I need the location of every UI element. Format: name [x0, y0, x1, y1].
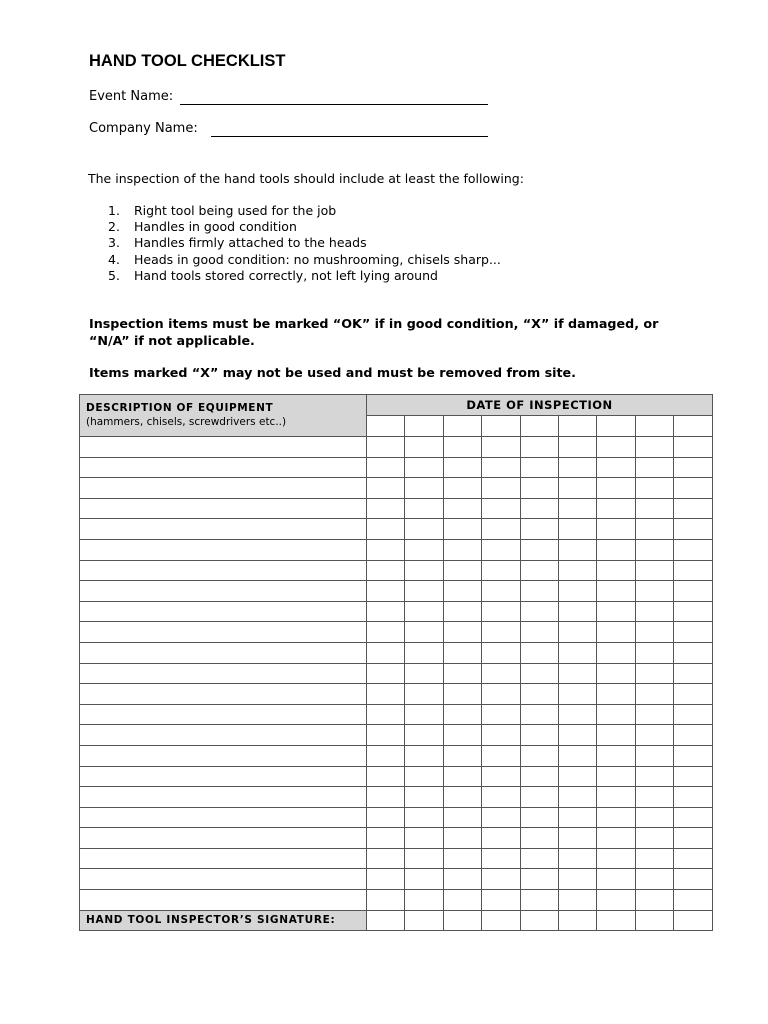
- table-row: [80, 581, 713, 602]
- inspection-status-cell[interactable]: [443, 519, 481, 540]
- table-row: [80, 787, 713, 808]
- inspection-status-cell[interactable]: [367, 478, 405, 499]
- inspection-status-cell[interactable]: [367, 828, 405, 849]
- inspection-status-cell[interactable]: [674, 581, 713, 602]
- inspection-status-cell[interactable]: [367, 457, 405, 478]
- inspection-status-cell[interactable]: [405, 519, 443, 540]
- inspection-status-cell[interactable]: [443, 869, 481, 890]
- inspection-status-cell[interactable]: [443, 725, 481, 746]
- inspection-status-cell[interactable]: [635, 869, 673, 890]
- inspection-status-cell[interactable]: [635, 478, 673, 499]
- inspection-status-cell[interactable]: [405, 498, 443, 519]
- inspection-status-cell[interactable]: [558, 560, 596, 581]
- table-row: [80, 622, 713, 643]
- inspection-status-cell[interactable]: [674, 787, 713, 808]
- inspection-status-cell[interactable]: [597, 642, 635, 663]
- inspection-status-cell[interactable]: [443, 745, 481, 766]
- inspection-status-cell[interactable]: [367, 725, 405, 746]
- inspection-status-cell[interactable]: [558, 745, 596, 766]
- inspection-status-cell[interactable]: [635, 437, 673, 458]
- inspection-status-cell[interactable]: [674, 560, 713, 581]
- inspection-status-cell[interactable]: [482, 848, 520, 869]
- inspection-status-cell[interactable]: [443, 766, 481, 787]
- date-of-inspection-header: DATE OF INSPECTION: [367, 395, 713, 416]
- inspection-status-cell[interactable]: [558, 704, 596, 725]
- inspection-status-cell[interactable]: [520, 601, 558, 622]
- inspection-status-cell[interactable]: [405, 848, 443, 869]
- equipment-description-cell[interactable]: [80, 848, 367, 869]
- inspection-status-cell[interactable]: [558, 787, 596, 808]
- equipment-description-cell[interactable]: [80, 498, 367, 519]
- inspection-status-cell[interactable]: [674, 869, 713, 890]
- inspection-status-cell[interactable]: [558, 581, 596, 602]
- list-item: 3. Handles firmly attached to the heads: [108, 235, 367, 251]
- inspection-status-cell[interactable]: [558, 539, 596, 560]
- signature-row: [80, 910, 713, 931]
- company-name-input-line[interactable]: [211, 136, 488, 137]
- date-cell[interactable]: [367, 416, 405, 437]
- inspection-status-cell[interactable]: [558, 601, 596, 622]
- inspection-status-cell[interactable]: [443, 498, 481, 519]
- inspection-status-cell[interactable]: [597, 684, 635, 705]
- inspection-status-cell[interactable]: [558, 457, 596, 478]
- inspection-status-cell[interactable]: [443, 807, 481, 828]
- inspection-status-cell[interactable]: [635, 601, 673, 622]
- signature-cell[interactable]: [405, 910, 443, 931]
- inspection-status-cell[interactable]: [674, 622, 713, 643]
- equipment-description-cell[interactable]: [80, 437, 367, 458]
- inspection-status-cell[interactable]: [597, 807, 635, 828]
- inspection-status-cell[interactable]: [482, 539, 520, 560]
- inspection-status-cell[interactable]: [674, 498, 713, 519]
- table-row: [80, 642, 713, 663]
- inspection-status-cell[interactable]: [405, 642, 443, 663]
- event-name-input-line[interactable]: [180, 104, 488, 105]
- inspection-status-cell[interactable]: [482, 890, 520, 911]
- table-row: [80, 725, 713, 746]
- inspection-status-cell[interactable]: [520, 787, 558, 808]
- inspection-status-cell[interactable]: [520, 498, 558, 519]
- inspection-status-cell[interactable]: [443, 890, 481, 911]
- inspection-status-cell[interactable]: [635, 745, 673, 766]
- inspection-status-cell[interactable]: [674, 725, 713, 746]
- inspection-status-cell[interactable]: [443, 437, 481, 458]
- inspection-status-cell[interactable]: [443, 457, 481, 478]
- page-title: HAND TOOL CHECKLIST: [89, 52, 286, 70]
- inspection-status-cell[interactable]: [674, 457, 713, 478]
- inspection-status-cell[interactable]: [558, 684, 596, 705]
- inspection-status-cell[interactable]: [405, 704, 443, 725]
- inspection-status-cell[interactable]: [520, 704, 558, 725]
- inspection-status-cell[interactable]: [635, 848, 673, 869]
- inspection-status-cell[interactable]: [482, 745, 520, 766]
- inspection-status-cell[interactable]: [367, 704, 405, 725]
- equipment-description-cell[interactable]: [80, 581, 367, 602]
- inspection-status-cell[interactable]: [520, 539, 558, 560]
- inspection-status-cell[interactable]: [635, 498, 673, 519]
- inspection-status-cell[interactable]: [558, 848, 596, 869]
- inspection-status-cell[interactable]: [520, 457, 558, 478]
- inspection-status-cell[interactable]: [520, 766, 558, 787]
- table-header-row: [80, 395, 713, 416]
- inspection-status-cell[interactable]: [597, 560, 635, 581]
- inspection-status-cell[interactable]: [520, 437, 558, 458]
- signature-cell[interactable]: [520, 910, 558, 931]
- inspection-status-cell[interactable]: [482, 498, 520, 519]
- inspection-status-cell[interactable]: [482, 457, 520, 478]
- inspection-status-cell[interactable]: [482, 684, 520, 705]
- inspection-status-cell[interactable]: [674, 766, 713, 787]
- inspection-status-cell[interactable]: [597, 828, 635, 849]
- inspection-status-cell[interactable]: [367, 848, 405, 869]
- inspection-status-cell[interactable]: [405, 560, 443, 581]
- table-row: [80, 807, 713, 828]
- equipment-description-cell[interactable]: [80, 601, 367, 622]
- inspection-status-cell[interactable]: [597, 890, 635, 911]
- inspection-status-cell[interactable]: [520, 890, 558, 911]
- equipment-description-cell[interactable]: [80, 828, 367, 849]
- inspection-status-cell[interactable]: [443, 684, 481, 705]
- date-cell[interactable]: [597, 416, 635, 437]
- inspection-status-cell[interactable]: [405, 890, 443, 911]
- signature-cell[interactable]: [482, 910, 520, 931]
- date-cell[interactable]: [443, 416, 481, 437]
- inspection-status-cell[interactable]: [520, 725, 558, 746]
- inspection-status-cell[interactable]: [635, 622, 673, 643]
- equipment-description-cell[interactable]: [80, 869, 367, 890]
- event-name-label: Event Name:: [89, 89, 174, 104]
- inspection-status-cell[interactable]: [482, 601, 520, 622]
- inspection-status-cell[interactable]: [597, 622, 635, 643]
- inspection-status-cell[interactable]: [405, 869, 443, 890]
- equipment-description-cell[interactable]: [80, 807, 367, 828]
- inspection-status-cell[interactable]: [482, 642, 520, 663]
- inspection-status-cell[interactable]: [405, 766, 443, 787]
- date-cell[interactable]: [635, 416, 673, 437]
- inspection-status-cell[interactable]: [443, 663, 481, 684]
- inspection-status-cell[interactable]: [482, 663, 520, 684]
- table-row: [80, 539, 713, 560]
- inspection-status-cell[interactable]: [367, 766, 405, 787]
- inspection-status-cell[interactable]: [482, 787, 520, 808]
- inspection-status-cell[interactable]: [674, 642, 713, 663]
- inspection-status-cell[interactable]: [520, 828, 558, 849]
- inspection-status-cell[interactable]: [674, 519, 713, 540]
- inspection-status-cell[interactable]: [520, 807, 558, 828]
- inspection-status-cell[interactable]: [674, 437, 713, 458]
- date-cell[interactable]: [482, 416, 520, 437]
- inspection-status-cell[interactable]: [674, 848, 713, 869]
- inspection-status-cell[interactable]: [597, 581, 635, 602]
- inspection-criteria-list: [108, 203, 501, 284]
- inspection-status-cell[interactable]: [405, 684, 443, 705]
- inspection-status-cell[interactable]: [367, 498, 405, 519]
- equipment-description-cell[interactable]: [80, 766, 367, 787]
- inspection-status-cell[interactable]: [597, 498, 635, 519]
- inspection-status-cell[interactable]: [405, 437, 443, 458]
- inspection-status-cell[interactable]: [558, 828, 596, 849]
- inspection-status-cell[interactable]: [405, 787, 443, 808]
- inspection-status-cell[interactable]: [367, 581, 405, 602]
- equipment-description-cell[interactable]: [80, 539, 367, 560]
- table-row: [80, 766, 713, 787]
- date-cell[interactable]: [674, 416, 713, 437]
- inspection-status-cell[interactable]: [443, 704, 481, 725]
- inspection-status-cell[interactable]: [635, 704, 673, 725]
- signature-cell[interactable]: [674, 910, 713, 931]
- marking-instructions: Inspection items must be marked “OK” if in good condition, “X” if damaged, or “N/A” if not applicable.: [89, 316, 659, 348]
- inspection-status-cell[interactable]: [443, 642, 481, 663]
- inspection-status-cell[interactable]: [597, 787, 635, 808]
- inspection-table: [79, 394, 713, 931]
- inspection-status-cell[interactable]: [482, 519, 520, 540]
- table-row: [80, 437, 713, 458]
- inspection-status-cell[interactable]: [520, 869, 558, 890]
- inspection-status-cell[interactable]: [674, 663, 713, 684]
- inspection-status-cell[interactable]: [558, 478, 596, 499]
- inspection-status-cell[interactable]: [635, 766, 673, 787]
- table-row: [80, 478, 713, 499]
- inspection-status-cell[interactable]: [520, 622, 558, 643]
- inspection-status-cell[interactable]: [635, 684, 673, 705]
- signature-cell[interactable]: [635, 910, 673, 931]
- inspection-status-cell[interactable]: [674, 807, 713, 828]
- inspection-status-cell[interactable]: [482, 807, 520, 828]
- date-cell[interactable]: [405, 416, 443, 437]
- inspection-status-cell[interactable]: [674, 684, 713, 705]
- equipment-description-cell[interactable]: [80, 684, 367, 705]
- inspection-status-cell[interactable]: [597, 766, 635, 787]
- inspection-status-cell[interactable]: [443, 622, 481, 643]
- table-row: [80, 601, 713, 622]
- inspection-status-cell[interactable]: [635, 725, 673, 746]
- list-item: 1. Right tool being used for the job: [108, 203, 337, 218]
- table-row: [80, 519, 713, 540]
- inspection-status-cell[interactable]: [482, 437, 520, 458]
- company-name-label: Company Name:: [89, 121, 198, 136]
- inspection-status-cell[interactable]: [443, 601, 481, 622]
- list-item: 2. Handles in good condition: [108, 219, 297, 235]
- inspection-status-cell[interactable]: [635, 560, 673, 581]
- inspection-status-cell[interactable]: [597, 601, 635, 622]
- inspection-status-cell[interactable]: [635, 890, 673, 911]
- date-cell[interactable]: [558, 416, 596, 437]
- inspection-status-cell[interactable]: [482, 828, 520, 849]
- inspection-status-cell[interactable]: [520, 684, 558, 705]
- equipment-description-cell[interactable]: [80, 725, 367, 746]
- equipment-description-cell[interactable]: [80, 663, 367, 684]
- inspection-status-cell[interactable]: [367, 684, 405, 705]
- list-item: 5. Hand tools stored correctly, not left lying around: [108, 267, 438, 283]
- inspection-status-cell[interactable]: [635, 519, 673, 540]
- inspection-status-cell[interactable]: [558, 437, 596, 458]
- inspection-status-cell[interactable]: [367, 642, 405, 663]
- inspection-status-cell[interactable]: [367, 663, 405, 684]
- inspection-status-cell[interactable]: [367, 869, 405, 890]
- description-header: DESCRIPTION OF EQUIPMENT (hammers, chisels, screwdrivers etc..): [80, 395, 367, 437]
- table-row: [80, 684, 713, 705]
- inspection-status-cell[interactable]: [674, 828, 713, 849]
- inspection-status-cell[interactable]: [635, 663, 673, 684]
- inspection-status-cell[interactable]: [443, 828, 481, 849]
- inspection-status-cell[interactable]: [367, 890, 405, 911]
- equipment-description-cell[interactable]: [80, 642, 367, 663]
- inspection-status-cell[interactable]: [635, 807, 673, 828]
- inspection-status-cell[interactable]: [597, 519, 635, 540]
- inspection-status-cell[interactable]: [367, 601, 405, 622]
- inspection-status-cell[interactable]: [597, 437, 635, 458]
- inspection-status-cell[interactable]: [635, 581, 673, 602]
- inspection-status-cell[interactable]: [405, 828, 443, 849]
- inspection-status-cell[interactable]: [597, 457, 635, 478]
- equipment-description-cell[interactable]: [80, 519, 367, 540]
- signature-cell[interactable]: [443, 910, 481, 931]
- inspection-status-cell[interactable]: [674, 601, 713, 622]
- inspection-status-cell[interactable]: [367, 560, 405, 581]
- inspection-status-cell[interactable]: [405, 622, 443, 643]
- inspection-status-cell[interactable]: [520, 581, 558, 602]
- table-row: [80, 663, 713, 684]
- inspection-status-cell[interactable]: [443, 478, 481, 499]
- inspection-status-cell[interactable]: [597, 869, 635, 890]
- equipment-description-cell[interactable]: [80, 704, 367, 725]
- inspection-status-cell[interactable]: [520, 642, 558, 663]
- inspection-status-cell[interactable]: [558, 869, 596, 890]
- removal-instructions: Items marked “X” may not be used and must be removed from site.: [89, 365, 576, 380]
- table-row: [80, 890, 713, 911]
- inspection-status-cell[interactable]: [674, 704, 713, 725]
- inspection-status-cell[interactable]: [635, 787, 673, 808]
- signature-cell[interactable]: [367, 910, 405, 931]
- inspection-status-cell[interactable]: [558, 622, 596, 643]
- inspection-status-cell[interactable]: [597, 704, 635, 725]
- inspection-status-cell[interactable]: [558, 890, 596, 911]
- equipment-description-cell[interactable]: [80, 622, 367, 643]
- list-item: 4. Heads in good condition: no mushrooming, chisels sharp...: [108, 251, 501, 267]
- inspection-status-cell[interactable]: [597, 745, 635, 766]
- inspection-status-cell[interactable]: [443, 848, 481, 869]
- date-cell[interactable]: [520, 416, 558, 437]
- inspection-status-cell[interactable]: [443, 581, 481, 602]
- inspector-signature-label: HAND TOOL INSPECTOR’S SIGNATURE:: [80, 910, 367, 931]
- inspection-status-cell[interactable]: [405, 539, 443, 560]
- inspection-status-cell[interactable]: [597, 539, 635, 560]
- inspection-status-cell[interactable]: [482, 560, 520, 581]
- equipment-description-cell[interactable]: [80, 745, 367, 766]
- equipment-description-cell[interactable]: [80, 457, 367, 478]
- inspection-intro: The inspection of the hand tools should include at least the following:: [88, 171, 524, 186]
- inspection-status-cell[interactable]: [405, 581, 443, 602]
- equipment-description-cell[interactable]: [80, 890, 367, 911]
- inspection-status-cell[interactable]: [482, 704, 520, 725]
- inspection-status-cell[interactable]: [443, 539, 481, 560]
- table-row: [80, 828, 713, 849]
- inspection-status-cell[interactable]: [405, 745, 443, 766]
- table-row: [80, 869, 713, 890]
- inspection-status-cell[interactable]: [597, 725, 635, 746]
- inspection-status-cell[interactable]: [405, 478, 443, 499]
- table-row: [80, 745, 713, 766]
- inspection-status-cell[interactable]: [674, 745, 713, 766]
- inspection-status-cell[interactable]: [482, 725, 520, 746]
- inspection-status-cell[interactable]: [597, 663, 635, 684]
- inspection-status-cell[interactable]: [674, 539, 713, 560]
- inspection-status-cell[interactable]: [405, 807, 443, 828]
- equipment-description-cell[interactable]: [80, 560, 367, 581]
- inspection-status-cell[interactable]: [482, 766, 520, 787]
- inspection-status-cell[interactable]: [367, 787, 405, 808]
- inspection-status-cell[interactable]: [558, 498, 596, 519]
- inspection-status-cell[interactable]: [367, 539, 405, 560]
- inspection-status-cell[interactable]: [558, 663, 596, 684]
- inspection-status-cell[interactable]: [482, 581, 520, 602]
- inspection-status-cell[interactable]: [674, 890, 713, 911]
- equipment-description-cell[interactable]: [80, 478, 367, 499]
- inspection-status-cell[interactable]: [558, 642, 596, 663]
- inspection-status-cell[interactable]: [367, 519, 405, 540]
- inspection-status-cell[interactable]: [482, 622, 520, 643]
- inspection-status-cell[interactable]: [635, 642, 673, 663]
- inspection-status-cell[interactable]: [558, 766, 596, 787]
- inspection-status-cell[interactable]: [520, 560, 558, 581]
- inspection-status-cell[interactable]: [558, 807, 596, 828]
- inspection-status-cell[interactable]: [367, 807, 405, 828]
- inspection-status-cell[interactable]: [443, 560, 481, 581]
- inspection-status-cell[interactable]: [674, 478, 713, 499]
- inspection-status-cell[interactable]: [558, 725, 596, 746]
- inspection-status-cell[interactable]: [520, 745, 558, 766]
- table-row: [80, 704, 713, 725]
- inspection-status-cell[interactable]: [520, 848, 558, 869]
- inspection-status-cell[interactable]: [520, 519, 558, 540]
- table-row: [80, 498, 713, 519]
- signature-cell[interactable]: [558, 910, 596, 931]
- inspection-status-cell[interactable]: [367, 437, 405, 458]
- inspection-status-cell[interactable]: [405, 457, 443, 478]
- inspection-status-cell[interactable]: [635, 828, 673, 849]
- signature-cell[interactable]: [597, 910, 635, 931]
- inspection-status-cell[interactable]: [597, 848, 635, 869]
- inspection-status-cell[interactable]: [482, 478, 520, 499]
- inspection-status-cell[interactable]: [558, 519, 596, 540]
- table-row: [80, 560, 713, 581]
- equipment-description-cell[interactable]: [80, 787, 367, 808]
- inspection-status-cell[interactable]: [405, 601, 443, 622]
- inspection-status-cell[interactable]: [635, 539, 673, 560]
- inspection-status-cell[interactable]: [482, 869, 520, 890]
- inspection-status-cell[interactable]: [520, 663, 558, 684]
- inspection-status-cell[interactable]: [597, 478, 635, 499]
- inspection-status-cell[interactable]: [405, 663, 443, 684]
- inspection-status-cell[interactable]: [405, 725, 443, 746]
- inspection-status-cell[interactable]: [367, 745, 405, 766]
- inspection-status-cell[interactable]: [635, 457, 673, 478]
- inspection-status-cell[interactable]: [367, 622, 405, 643]
- table-row: [80, 848, 713, 869]
- table-row: [80, 457, 713, 478]
- inspection-status-cell[interactable]: [520, 478, 558, 499]
- inspection-status-cell[interactable]: [443, 787, 481, 808]
